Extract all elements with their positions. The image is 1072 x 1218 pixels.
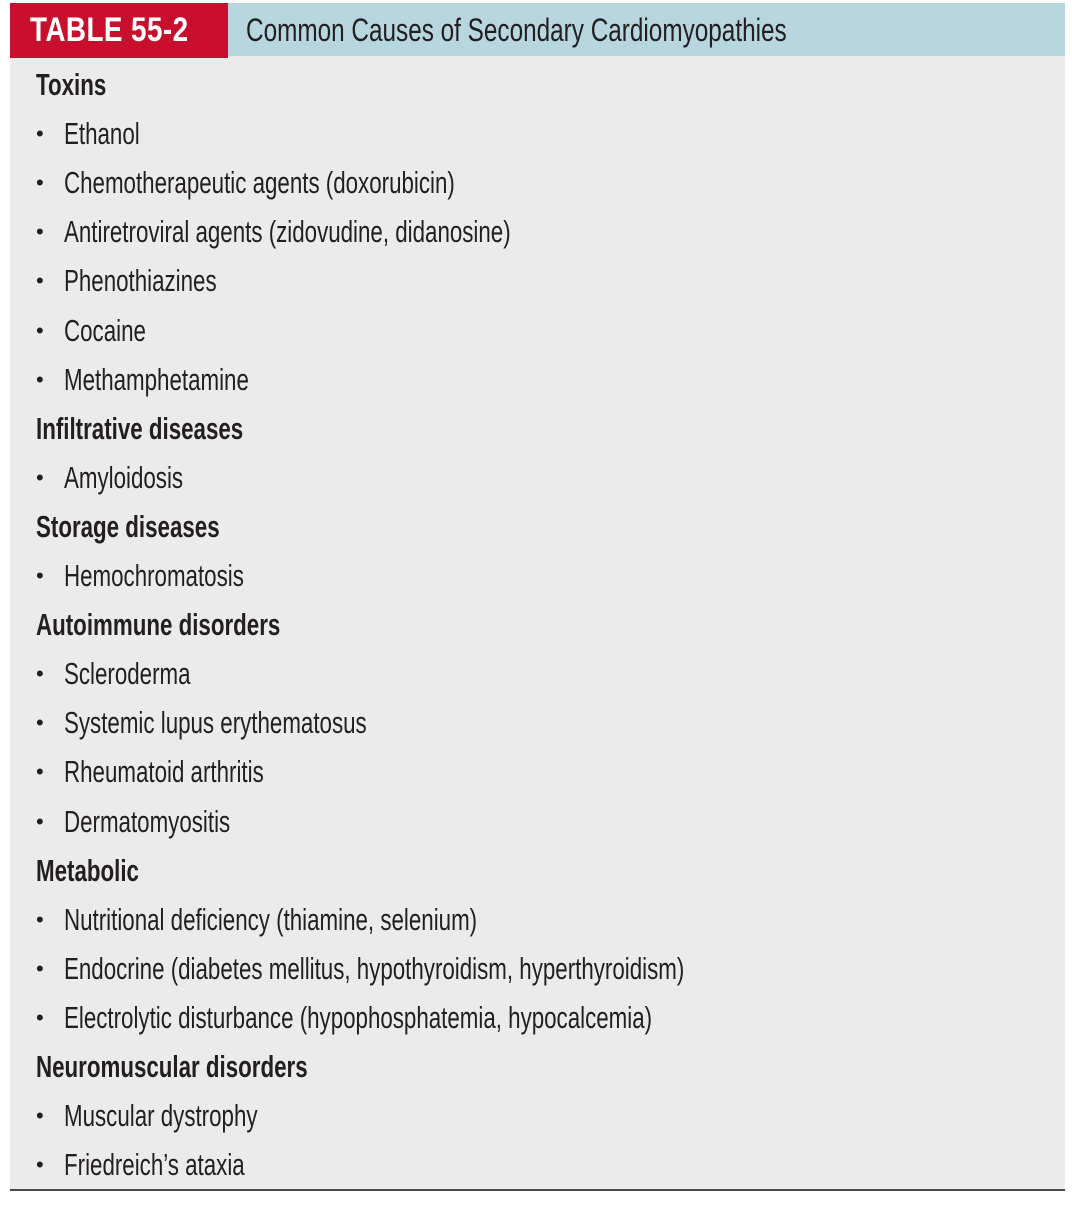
- item-label: Cocaine: [64, 312, 146, 348]
- item-label: Hemochromatosis: [64, 558, 244, 593]
- category-label: Storage diseases: [36, 508, 220, 544]
- bullet-icon: •: [36, 710, 44, 736]
- item-label: Dermatomyositis: [64, 803, 231, 839]
- bullet-icon: •: [36, 1103, 44, 1129]
- bullet-icon: •: [36, 906, 44, 932]
- item-label: Electrolytic disturbance (hypophosphatemia, hypocalcemia): [64, 999, 653, 1035]
- category-label: Autoimmune disorders: [36, 607, 281, 643]
- bullet-icon: •: [36, 759, 44, 785]
- item-label: Endocrine (diabetes mellitus, hypothyroidism, hyperthyroidism): [64, 950, 685, 986]
- item-label: Friedreich’s ataxia: [64, 1147, 245, 1183]
- table-title: [246, 3, 957, 56]
- bullet-icon: •: [36, 808, 44, 834]
- bullet-icon: •: [36, 170, 44, 196]
- category-heading: [36, 600, 375, 649]
- table-55-2: [10, 3, 1065, 1191]
- item-label: Ethanol: [64, 116, 140, 152]
- bullet-icon: •: [36, 268, 44, 294]
- category-heading: [36, 502, 291, 551]
- item-label: Nutritional deficiency (thiamine, selenium): [64, 901, 478, 937]
- item-label: Amyloidosis: [64, 459, 184, 495]
- category-heading: [36, 846, 179, 895]
- category-label: Toxins: [36, 67, 107, 102]
- table-number: TABLE 55-2: [30, 11, 189, 49]
- category-heading: [36, 404, 324, 453]
- category-heading: [36, 1042, 413, 1091]
- category-label: Neuromuscular disorders: [36, 1049, 308, 1084]
- bullet-icon: •: [36, 661, 44, 687]
- category-label: Metabolic: [36, 852, 139, 888]
- category-heading: [36, 60, 134, 109]
- bullet-icon: •: [36, 563, 44, 588]
- table-title-text: Common Causes of Secondary Cardiomyopathies: [246, 12, 787, 48]
- bullet-icon: •: [36, 955, 44, 981]
- item-label: Systemic lupus erythematosus: [64, 705, 367, 741]
- bullet-icon: •: [36, 464, 44, 490]
- item-label: Methamphetamine: [64, 361, 249, 397]
- item-label: Scleroderma: [64, 656, 191, 692]
- item-label: Chemotherapeutic agents (doxorubicin): [64, 165, 455, 201]
- table-number-badge: [10, 3, 228, 58]
- item-label: Muscular dystrophy: [64, 1098, 258, 1134]
- item-label: Phenothiazines: [64, 263, 217, 299]
- item-label: Antiretroviral agents (zidovudine, didanosine): [64, 214, 511, 250]
- bullet-icon: •: [36, 317, 44, 343]
- bullet-icon: •: [36, 366, 44, 392]
- bullet-icon: •: [36, 121, 44, 147]
- bullet-icon: •: [36, 1152, 44, 1178]
- item-label: Rheumatoid arthritis: [64, 754, 264, 790]
- bullet-icon: •: [36, 219, 44, 245]
- bullet-icon: •: [36, 1004, 44, 1030]
- category-label: Infiltrative diseases: [36, 410, 244, 446]
